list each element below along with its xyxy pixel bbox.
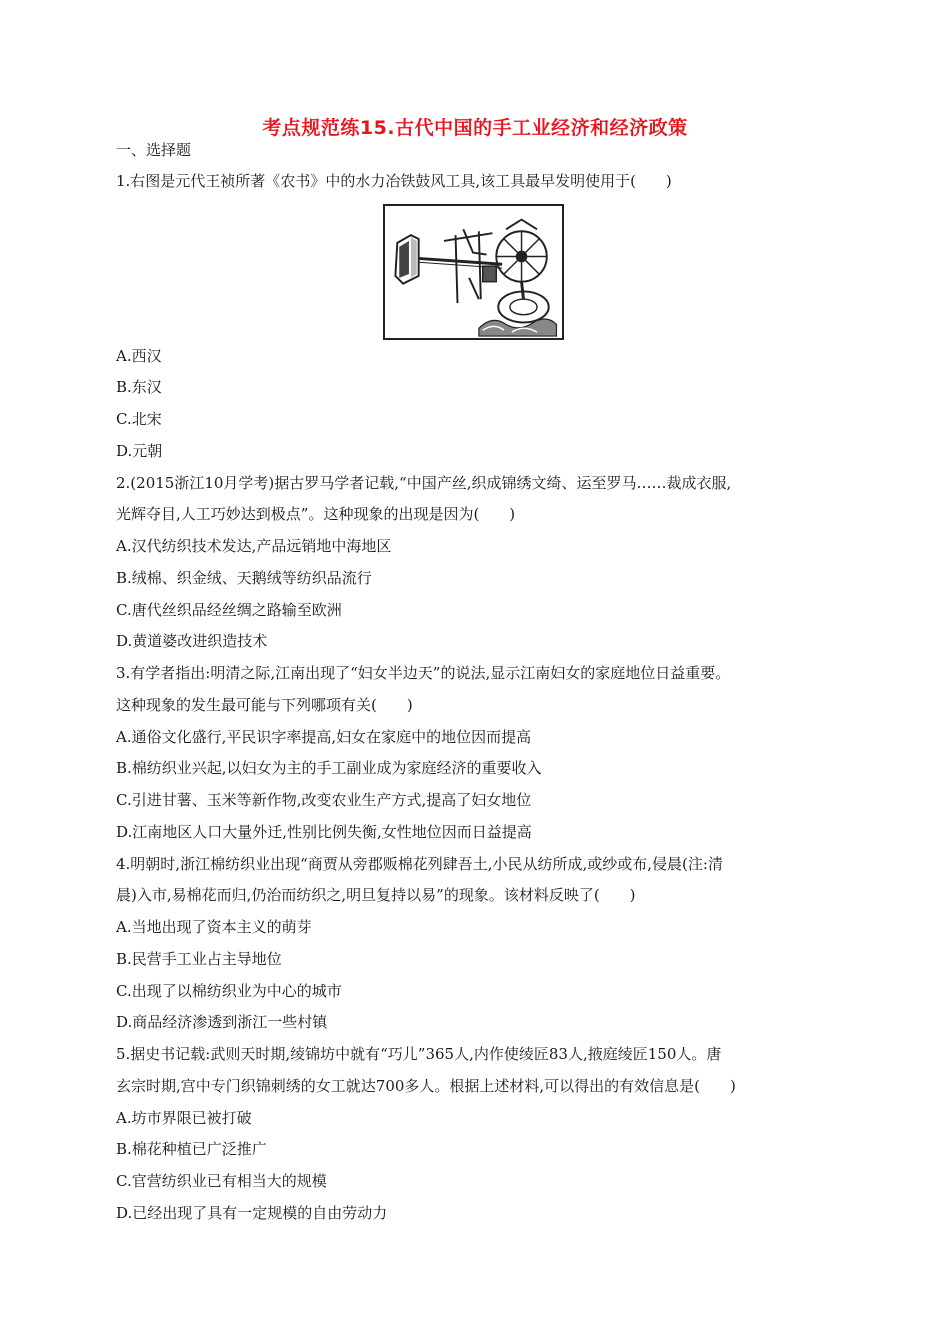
- water-bellows-illustration: [383, 204, 564, 340]
- q2-option-c: C.唐代丝织品经丝绸之路输至欧洲: [116, 601, 342, 619]
- q3-option-b: B.棉纺织业兴起,以妇女为主的手工副业成为家庭经济的重要收入: [116, 759, 542, 777]
- q2-option-d: D.黄道婆改进织造技术: [116, 632, 268, 650]
- q1-option-a: A.西汉: [116, 347, 162, 365]
- q1-option-c: C.北宋: [116, 410, 162, 428]
- frame-post-2: [479, 231, 481, 299]
- q1-option-d: D.元朝: [116, 442, 163, 460]
- q5-stem-line-1: 5.据史书记载:武则天时期,绫锦坊中就有“巧儿”365人,内作使绫匠83人,掖庭绫匠150人。唐: [116, 1045, 722, 1063]
- q5-option-c: C.官营纺织业已有相当大的规模: [116, 1172, 327, 1190]
- page-title: 考点规范练15.古代中国的手工业经济和经济政策: [262, 117, 688, 139]
- furnace-shade: [399, 241, 409, 278]
- q5-option-b: B.棉花种植已广泛推广: [116, 1140, 267, 1158]
- q1-option-b: B.东汉: [116, 378, 162, 396]
- q3-stem-line-1: 3.有学者指出:明清之际,江南出现了“妇女半边天”的说法,显示江南妇女的家庭地位日益重要。: [116, 664, 731, 682]
- weight-block: [483, 266, 497, 282]
- q5-option-d: D.已经出现了具有一定规模的自由劳动力: [116, 1204, 388, 1222]
- q4-stem-line-1: 4.明朝时,浙江棉纺织业出现“商贾从旁郡贩棉花列肆吾土,小民从纺所成,或纱或布,侵晨(注:清: [116, 855, 723, 873]
- q4-stem-line-2: 晨)入市,易棉花而归,仍治而纺织之,明旦复持以易”的现象。该材料反映了( ): [116, 886, 636, 904]
- q3-option-c: C.引进甘薯、玉米等新作物,改变农业生产方式,提高了妇女地位: [116, 791, 532, 809]
- q3-stem-line-2: 这种现象的发生最可能与下列哪项有关( ): [116, 696, 413, 714]
- furnace-face: [411, 237, 417, 278]
- q2-option-a: A.汉代纺织技术发达,产品远销地中海地区: [116, 537, 392, 555]
- lever-arm: [463, 229, 486, 254]
- wheel-top-cap: [506, 220, 537, 230]
- bellows-drawing: [385, 206, 562, 338]
- q2-option-b: B.绒棉、织金绒、天鹅绒等纺织品流行: [116, 569, 372, 587]
- q1-stem-line-1: 1.右图是元代王祯所著《农书》中的水力冶铁鼓风工具,该工具最早发明使用于( ): [116, 172, 672, 190]
- q5-stem-line-2: 玄宗时期,宫中专门织锦刺绣的女工就达700多人。根据上述材料,可以得出的有效信息是( ): [116, 1077, 736, 1095]
- q4-option-c: C.出现了以棉纺织业为中心的城市: [116, 982, 342, 1000]
- q4-option-a: A.当地出现了资本主义的萌芽: [116, 918, 312, 936]
- q2-stem-line-1: 2.(2015浙江10月学考)据古罗马学者记载,“中国产丝,织成锦绣文绮、运至罗马……裁成衣服,: [116, 474, 732, 492]
- q3-option-d: D.江南地区人口大量外迁,性别比例失衡,女性地位因而日益提高: [116, 823, 532, 841]
- support-bar: [469, 278, 479, 299]
- section-heading: 一、选择题: [116, 141, 192, 159]
- q5-option-a: A.坊市界限已被打破: [116, 1109, 252, 1127]
- frame-post-1: [456, 235, 458, 303]
- q4-option-b: B.民营手工业占主导地位: [116, 950, 282, 968]
- q2-stem-line-2: 光辉夺目,人工巧妙达到极点”。这种现象的出现是因为( ): [116, 505, 516, 523]
- q4-option-d: D.商品经济渗透到浙江一些村镇: [116, 1013, 328, 1031]
- lower-wheel-inner: [510, 299, 537, 315]
- q3-option-a: A.通俗文化盛行,平民识字率提高,妇女在家庭中的地位因而提高: [116, 728, 532, 746]
- axle: [522, 282, 524, 299]
